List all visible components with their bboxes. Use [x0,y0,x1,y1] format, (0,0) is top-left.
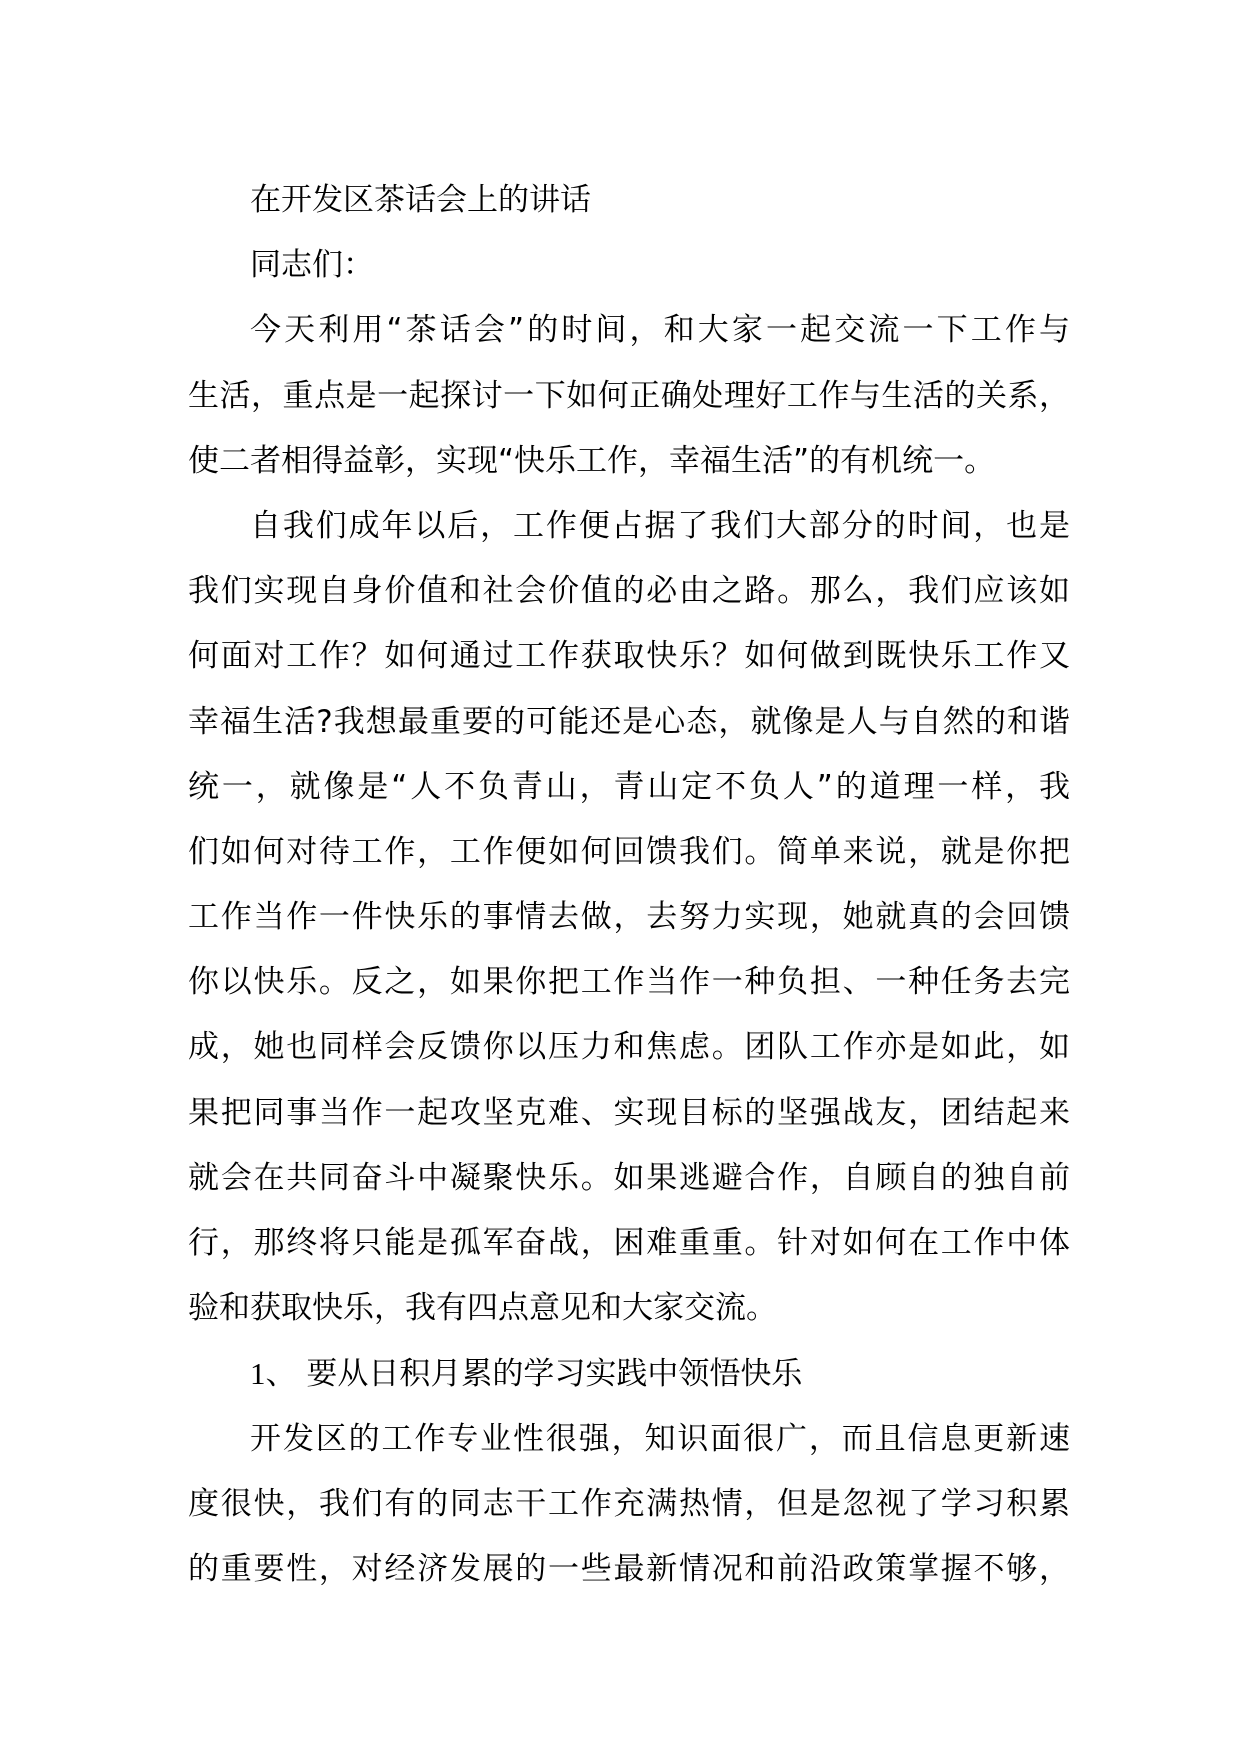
paragraph-line: 们如何对待工作，工作便如何回馈我们。简单来说，就是你把 [188,833,1070,870]
section-heading [188,1341,1070,1406]
paragraph-line: 工作当作一件快乐的事情去做，去努力实现，她就真的会回馈 [188,899,1070,936]
paragraph-line: 成，她也同样会反馈你以压力和焦虑。团队工作亦是如此，如 [188,1029,1070,1066]
section-heading-text: 要从日积月累的学习实践中领悟快乐 [306,1356,803,1393]
paragraph-line: 你以快乐。反之，如果你把工作当作一种负担、一种任务去完 [188,964,1070,1001]
paragraph-line: 验和获取快乐，我有四点意见和大家交流。 [188,1290,777,1327]
paragraph-line: 自我们成年以后，工作便占据了我们大部分的时间，也是 [250,507,1070,544]
paragraph-line: 果把同事当作一起攻坚克难、实现目标的坚强战友，团结起来 [188,1094,1070,1131]
paragraph-line: 使二者相得益彰，实现“快乐工作，幸福生活”的有机统一。 [188,442,996,479]
paragraph-work-attitude [188,494,1070,1341]
document-title: 在开发区茶话会上的讲话 [250,182,591,218]
paragraph-line: 统一，就像是“人不负青山，青山定不负人”的道理一样，我 [188,768,1070,805]
paragraph-line: 幸福生活?我想最重要的可能还是心态，就像是人与自然的和谐 [188,703,1070,740]
paragraph-line: 行，那终将只能是孤军奋战，困难重重。针对如何在工作中体 [188,1225,1070,1261]
paragraph-learning [188,1407,1070,1603]
paragraph-line: 何面对工作？如何通过工作获取快乐？如何做到既快乐工作又 [188,638,1070,675]
paragraph-line: 今天利用“茶话会”的时间，和大家一起交流一下工作与 [250,312,1070,349]
paragraph-intro [188,298,1070,494]
paragraph-line: 我们实现自身价值和社会价值的必由之路。那么，我们应该如 [188,573,1070,610]
paragraph-line: 开发区的工作专业性很强，知识面很广，而且信息更新速 [250,1420,1070,1457]
paragraph-line: 生活，重点是一起探讨一下如何正确处理好工作与生活的关系， [188,377,1070,414]
paragraph-line: 就会在共同奋斗中凝聚快乐。如果逃避合作，自顾自的独自前 [188,1159,1070,1196]
document-body [188,168,1070,1602]
paragraph-line: 的重要性，对经济发展的一些最新情况和前沿政策掌握不够， [188,1550,1070,1587]
section-heading-number: 1、 [250,1356,297,1392]
salutation: 同志们： [250,247,374,284]
paragraph-line: 度很快，我们有的同志干工作充满热情，但是忽视了学习积累 [188,1485,1070,1522]
